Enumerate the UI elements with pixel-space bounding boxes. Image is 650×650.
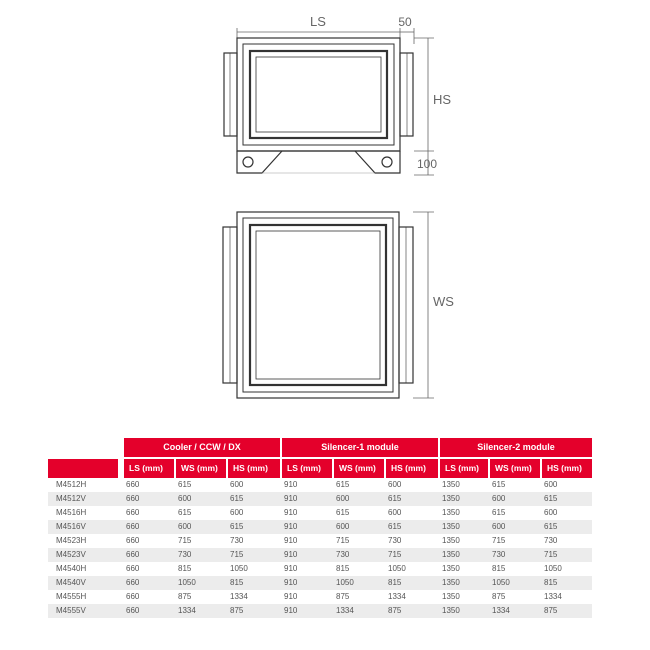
value-cell: 715 xyxy=(544,550,558,559)
model-cell: M4523H xyxy=(56,536,87,545)
table-group-header xyxy=(48,438,592,457)
value-cell: 1050 xyxy=(492,578,510,587)
side-view-drawing xyxy=(223,212,434,398)
value-cell: 600 xyxy=(492,522,506,531)
value-cell: 1050 xyxy=(178,578,196,587)
value-cell: 815 xyxy=(230,578,244,587)
value-cell: 730 xyxy=(336,550,350,559)
value-cell: 715 xyxy=(388,550,402,559)
table-body xyxy=(48,478,592,618)
model-cell: M4555V xyxy=(56,606,86,615)
value-cell: 615 xyxy=(336,508,350,517)
value-cell: 615 xyxy=(178,480,192,489)
value-cell: 600 xyxy=(336,494,350,503)
value-cell: 1334 xyxy=(388,592,406,601)
value-cell: 910 xyxy=(284,592,298,601)
value-cell: 600 xyxy=(336,522,350,531)
value-cell: 730 xyxy=(388,536,402,545)
model-cell: M4512V xyxy=(56,494,86,503)
value-cell: 910 xyxy=(284,578,298,587)
value-cell: 815 xyxy=(336,564,350,573)
value-cell: 615 xyxy=(336,480,350,489)
value-cell: 600 xyxy=(544,480,558,489)
table-row xyxy=(48,492,592,506)
value-cell: 1350 xyxy=(442,508,460,517)
table-row xyxy=(48,576,592,590)
value-cell: 1334 xyxy=(544,592,562,601)
value-cell: 600 xyxy=(178,522,192,531)
value-cell: 615 xyxy=(544,494,558,503)
value-cell: 875 xyxy=(230,606,244,615)
group-cooler-header: Cooler / CCW / DX xyxy=(124,438,280,457)
value-cell: 660 xyxy=(126,522,140,531)
value-cell: 660 xyxy=(126,480,140,489)
value-cell: 730 xyxy=(492,550,506,559)
value-cell: 600 xyxy=(230,480,244,489)
model-cell: M4555H xyxy=(56,592,87,601)
value-cell: 910 xyxy=(284,550,298,559)
model-cell: M4512H xyxy=(56,480,87,489)
ws-dimension-label: WS xyxy=(433,294,454,309)
value-cell: 910 xyxy=(284,536,298,545)
column-header: WS (mm) xyxy=(490,459,540,478)
value-cell: 730 xyxy=(230,536,244,545)
value-cell: 660 xyxy=(126,592,140,601)
value-cell: 1350 xyxy=(442,564,460,573)
column-header: LS (mm) xyxy=(124,459,174,478)
table-row xyxy=(48,548,592,562)
table-row xyxy=(48,506,592,520)
value-cell: 1350 xyxy=(442,550,460,559)
base-dimension-label: 100 xyxy=(417,157,438,171)
value-cell: 910 xyxy=(284,508,298,517)
value-cell: 1350 xyxy=(442,536,460,545)
ls-dimension-label: LS xyxy=(310,14,326,29)
value-cell: 910 xyxy=(284,606,298,615)
value-cell: 660 xyxy=(126,578,140,587)
value-cell: 875 xyxy=(388,606,402,615)
model-cell: M4523V xyxy=(56,550,86,559)
value-cell: 615 xyxy=(544,522,558,531)
value-cell: 1334 xyxy=(230,592,248,601)
value-cell: 660 xyxy=(126,606,140,615)
value-cell: 600 xyxy=(230,508,244,517)
value-cell: 615 xyxy=(388,522,402,531)
value-cell: 1050 xyxy=(230,564,248,573)
table-row xyxy=(48,534,592,548)
column-header: LS (mm) xyxy=(282,459,332,478)
value-cell: 910 xyxy=(284,522,298,531)
value-cell: 875 xyxy=(492,592,506,601)
model-column-header xyxy=(48,459,118,478)
value-cell: 1334 xyxy=(178,606,196,615)
value-cell: 600 xyxy=(492,494,506,503)
value-cell: 660 xyxy=(126,536,140,545)
value-cell: 730 xyxy=(178,550,192,559)
column-header: WS (mm) xyxy=(334,459,384,478)
table-row xyxy=(48,590,592,604)
group-silencer-1-header: Silencer-1 module xyxy=(282,438,438,457)
group-silencer-2-header: Silencer-2 module xyxy=(440,438,592,457)
value-cell: 615 xyxy=(230,522,244,531)
value-cell: 1350 xyxy=(442,480,460,489)
table-row xyxy=(48,604,592,618)
value-cell: 1350 xyxy=(442,578,460,587)
model-cell: M4516V xyxy=(56,522,86,531)
column-header: HS (mm) xyxy=(542,459,592,478)
value-cell: 615 xyxy=(388,494,402,503)
value-cell: 615 xyxy=(178,508,192,517)
value-cell: 815 xyxy=(544,578,558,587)
column-header: WS (mm) xyxy=(176,459,226,478)
value-cell: 1334 xyxy=(492,606,510,615)
value-cell: 815 xyxy=(492,564,506,573)
value-cell: 660 xyxy=(126,508,140,517)
value-cell: 1350 xyxy=(442,592,460,601)
value-cell: 875 xyxy=(544,606,558,615)
value-cell: 1350 xyxy=(442,522,460,531)
value-cell: 600 xyxy=(388,508,402,517)
value-cell: 730 xyxy=(544,536,558,545)
value-cell: 875 xyxy=(178,592,192,601)
model-cell: M4516H xyxy=(56,508,87,517)
top-view-drawing xyxy=(224,28,434,175)
offset-dimension-label: 50 xyxy=(398,15,412,29)
value-cell: 1050 xyxy=(388,564,406,573)
column-header: HS (mm) xyxy=(228,459,280,478)
hs-dimension-label: HS xyxy=(433,92,452,107)
value-cell: 1350 xyxy=(442,606,460,615)
column-header: LS (mm) xyxy=(440,459,488,478)
value-cell: 1050 xyxy=(544,564,562,573)
model-cell: M4540H xyxy=(56,564,87,573)
value-cell: 815 xyxy=(178,564,192,573)
value-cell: 615 xyxy=(230,494,244,503)
dimensions-table xyxy=(48,438,592,618)
value-cell: 910 xyxy=(284,494,298,503)
value-cell: 660 xyxy=(126,564,140,573)
value-cell: 910 xyxy=(284,564,298,573)
table-row xyxy=(48,520,592,534)
value-cell: 1350 xyxy=(442,494,460,503)
value-cell: 615 xyxy=(492,480,506,489)
column-header: HS (mm) xyxy=(386,459,438,478)
value-cell: 660 xyxy=(126,494,140,503)
value-cell: 715 xyxy=(336,536,350,545)
value-cell: 660 xyxy=(126,550,140,559)
value-cell: 615 xyxy=(492,508,506,517)
value-cell: 1050 xyxy=(336,578,354,587)
value-cell: 715 xyxy=(492,536,506,545)
value-cell: 715 xyxy=(230,550,244,559)
value-cell: 715 xyxy=(178,536,192,545)
table-row xyxy=(48,478,592,492)
value-cell: 600 xyxy=(178,494,192,503)
value-cell: 910 xyxy=(284,480,298,489)
value-cell: 875 xyxy=(336,592,350,601)
value-cell: 600 xyxy=(388,480,402,489)
value-cell: 600 xyxy=(544,508,558,517)
model-cell: M4540V xyxy=(56,578,86,587)
value-cell: 815 xyxy=(388,578,402,587)
table-column-header xyxy=(48,459,592,478)
table-row xyxy=(48,562,592,576)
value-cell: 1334 xyxy=(336,606,354,615)
